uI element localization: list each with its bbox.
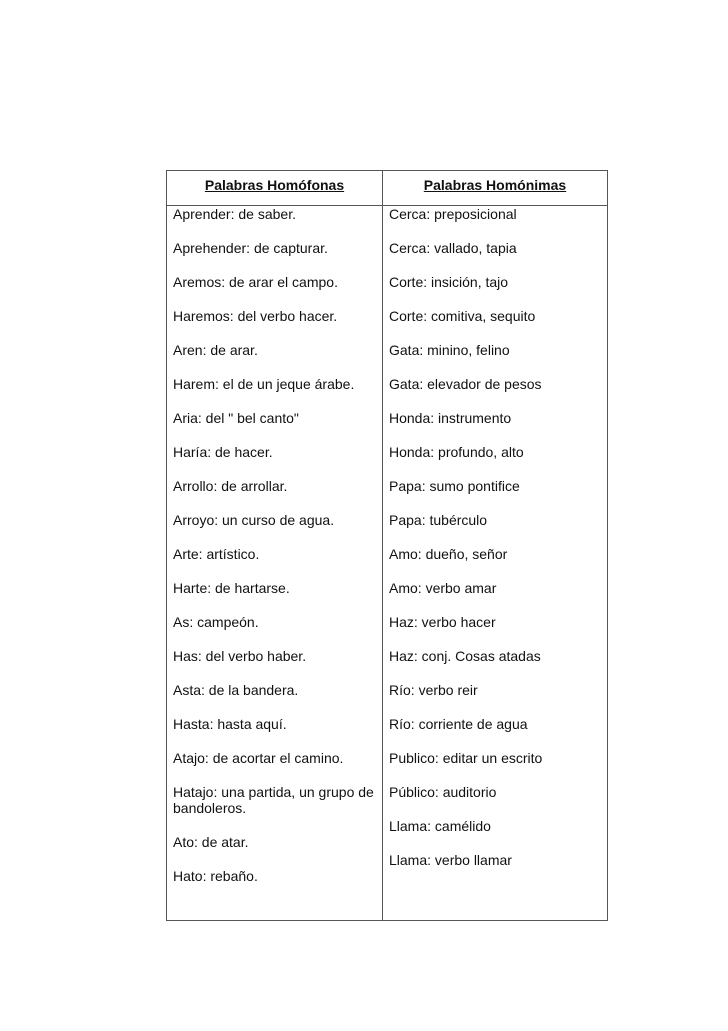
header-homonimas: Palabras Homónimas	[423, 177, 567, 193]
homofonas-entry: Haremos: del verbo hacer.	[173, 308, 338, 324]
homonimas-entry: Papa: sumo pontifice	[389, 478, 520, 494]
homonimas-entry: Honda: profundo, alto	[389, 444, 524, 460]
homofonas-entry: Aremos: de arar el campo.	[173, 274, 338, 290]
homofonas-entry: As: campeón.	[173, 614, 259, 630]
homofonas-entry: Harem: el de un jeque árabe.	[173, 376, 355, 392]
homofonas-list	[173, 206, 379, 884]
homofonas-entry: Asta: de la bandera.	[173, 682, 299, 698]
homofonas-entry: Aprender: de saber.	[173, 206, 296, 222]
homofonas-entry: Aren: de arar.	[173, 342, 258, 358]
homonimas-entry: Amo: dueño, señor	[389, 546, 508, 562]
homofonas-entry: Has: del verbo haber.	[173, 648, 307, 664]
homonimas-entry: Corte: comitiva, sequito	[389, 308, 536, 324]
homonimas-entry: Honda: instrumento	[389, 410, 512, 426]
homonimas-entry: Haz: conj. Cosas atadas	[389, 648, 541, 664]
homonimas-list	[389, 206, 603, 868]
homonimas-entry: Publico: editar un escrito	[389, 750, 543, 766]
homonimas-entry: Llama: camélido	[389, 818, 491, 834]
homofonas-entry: Haría: de hacer.	[173, 444, 273, 460]
homonimas-entry: Cerca: preposicional	[389, 206, 517, 222]
homofonas-entry: Arte: artístico.	[173, 546, 260, 562]
homonimas-entry: Río: verbo reir	[389, 682, 478, 698]
homonimas-entry: Público: auditorio	[389, 784, 497, 800]
homonimas-entry: Gata: minino, felino	[389, 342, 510, 358]
homofonas-entry: Aria: del " bel canto"	[173, 410, 299, 426]
homonimas-entry: Amo: verbo amar	[389, 580, 497, 596]
table-header-row	[167, 171, 607, 206]
homonimas-entry: Llama: verbo llamar	[389, 852, 512, 868]
word-table	[166, 170, 608, 921]
homofonas-entry: Ato: de atar.	[173, 834, 249, 850]
homonimas-entry: Corte: insición, tajo	[389, 274, 509, 290]
homofonas-entry: Aprehender: de capturar.	[173, 240, 328, 256]
homonimas-entry: Cerca: vallado, tapia	[389, 240, 517, 256]
homofonas-entry: Arroyo: un curso de agua.	[173, 512, 335, 528]
homofonas-entry: Arrollo: de arrollar.	[173, 478, 288, 494]
homofonas-entry: Hato: rebaño.	[173, 868, 258, 884]
header-homofonas: Palabras Homófonas	[204, 177, 345, 193]
homofonas-entry: Harte: de hartarse.	[173, 580, 290, 596]
homonimas-entry: Gata: elevador de pesos	[389, 376, 542, 392]
homofonas-entry: Atajo: de acortar el camino.	[173, 750, 344, 766]
column-divider	[382, 171, 383, 920]
homofonas-entry: Hasta: hasta aquí.	[173, 716, 287, 732]
homonimas-entry: Papa: tubérculo	[389, 512, 488, 528]
homonimas-entry: Río: corriente de agua	[389, 716, 528, 732]
homonimas-entry: Haz: verbo hacer	[389, 614, 496, 630]
homofonas-entry: Hatajo: una partida, un grupo de bandoleros.	[173, 784, 374, 816]
